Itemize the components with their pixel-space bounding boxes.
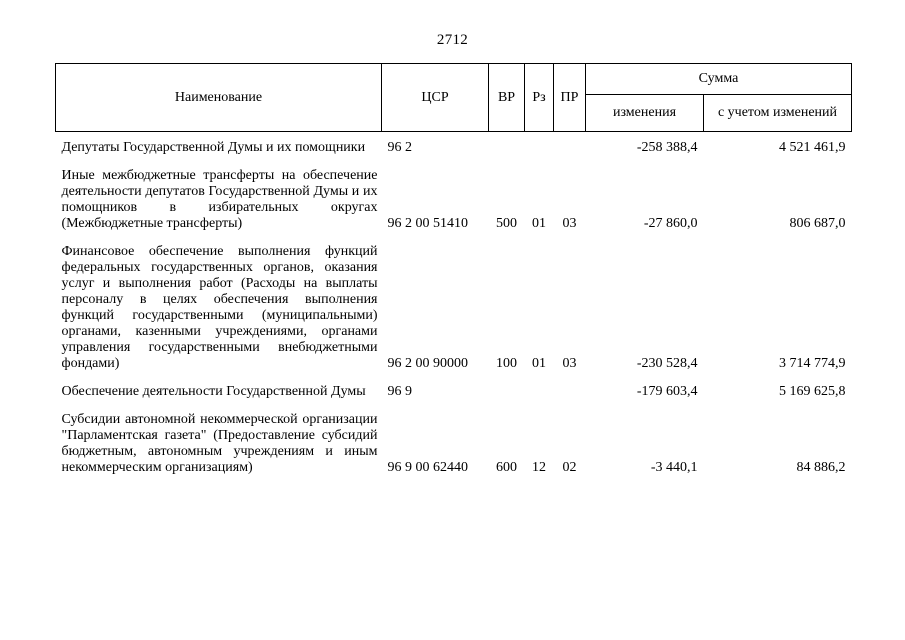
row-rz: 01 <box>532 216 546 231</box>
row-name: Иные межбюджетные трансферты на обеспечение деятельности депутатов Государственной Думы и их помощников в избирательных округах (Межбюджетные трансферты) <box>61 168 378 231</box>
row-csr: 96 9 00 62440 <box>387 460 468 475</box>
table-row <box>56 168 852 232</box>
header-csr: ЦСР <box>382 64 489 132</box>
header-vr: ВР <box>489 64 525 132</box>
table-row <box>56 384 852 400</box>
header-with-changes: с учетом изменений <box>704 95 852 132</box>
table-row <box>56 412 852 476</box>
row-rz: 12 <box>532 460 546 475</box>
row-rz <box>525 384 554 400</box>
header-changes: изменения <box>586 95 704 132</box>
row-total: 5 169 625,8 <box>779 384 846 399</box>
row-total: 4 521 461,9 <box>779 140 846 155</box>
row-pr: 03 <box>562 356 577 371</box>
row-csr: 96 2 00 51410 <box>387 216 468 231</box>
budget-table <box>55 63 852 476</box>
header-name: Наименование <box>56 64 382 132</box>
row-changes: -230 528,4 <box>636 356 698 371</box>
table-row <box>56 140 852 156</box>
row-total: 806 687,0 <box>789 216 846 231</box>
row-pr: 03 <box>562 216 577 231</box>
row-csr: 96 9 <box>387 384 412 399</box>
row-csr: 96 2 00 90000 <box>387 356 468 371</box>
header-sum: Сумма <box>586 64 852 95</box>
row-pr: 02 <box>562 460 577 475</box>
table-body <box>56 132 852 477</box>
row-name: Финансовое обеспечение выполнения функций федеральных государственных органов, оказания услуг и выполнения работ (Расходы на выплаты персоналу в целях обеспечения выполнения функций государственными (муниципальными) органами, казенными учреждениями, органами управления государственными внебюджетными фондами) <box>61 244 378 371</box>
row-vr: 100 <box>496 356 517 371</box>
row-changes: -3 440,1 <box>650 460 698 475</box>
row-rz: 01 <box>532 356 546 371</box>
row-rz <box>525 140 554 156</box>
row-total: 3 714 774,9 <box>779 356 846 371</box>
row-pr <box>554 140 586 156</box>
page-number: 2712 <box>436 32 469 48</box>
row-vr: 600 <box>496 460 517 475</box>
row-name: Обеспечение деятельности Государственной Думы <box>61 384 366 399</box>
header-pr: ПР <box>554 64 586 132</box>
row-pr <box>554 384 586 400</box>
row-name: Депутаты Государственной Думы и их помощники <box>61 140 366 155</box>
row-changes: -27 860,0 <box>643 216 698 231</box>
row-vr: 500 <box>496 216 517 231</box>
table-header <box>56 64 852 132</box>
row-changes: -179 603,4 <box>636 384 698 399</box>
row-total: 84 886,2 <box>796 460 846 475</box>
row-changes: -258 388,4 <box>636 140 698 155</box>
row-vr <box>489 140 525 156</box>
header-rz: Рз <box>525 64 554 132</box>
row-vr <box>489 384 525 400</box>
row-csr: 96 2 <box>387 140 412 155</box>
table-row <box>56 244 852 372</box>
row-name: Субсидии автономной некоммерческой организации "Парламентская газета" (Предоставление субсидий бюджетным, автономным учреждениям и иным некоммерческим организациям) <box>61 412 378 475</box>
